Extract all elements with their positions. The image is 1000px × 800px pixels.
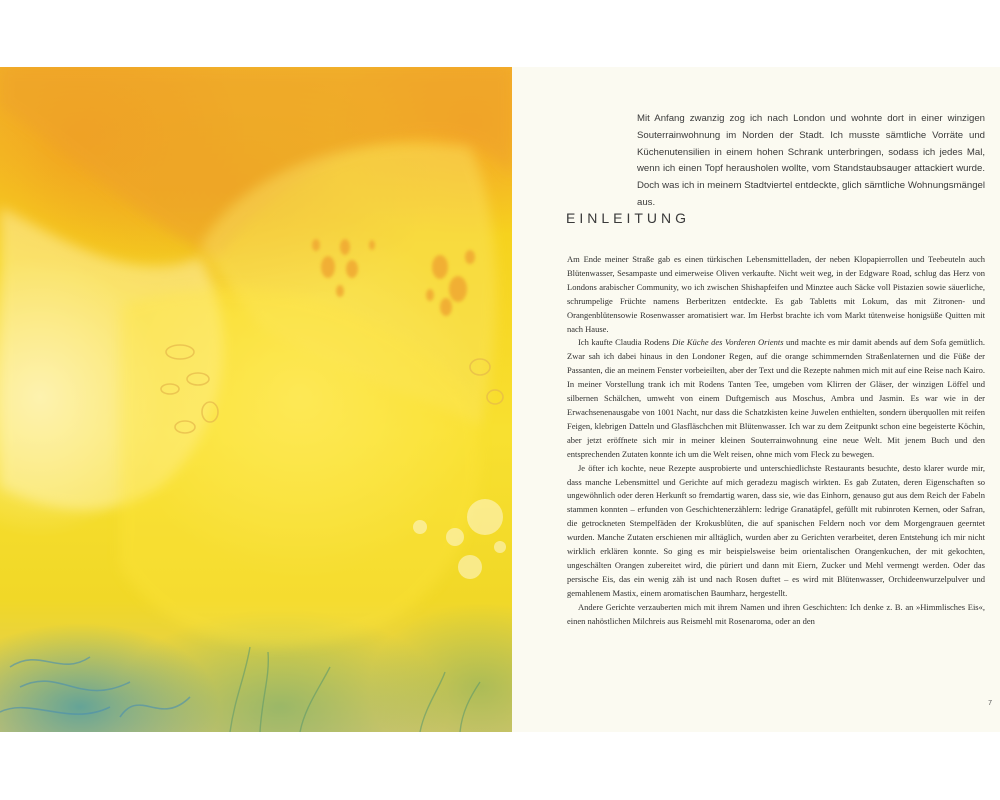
body-paragraph: Je öfter ich kochte, neue Rezepte ausprobierte und unterschiedlichste Restaurants besuchte, desto klarer wurde mir, dass manche Lebensmittel und Gerichte auf mich geradezu magisch wirkten. Es gab Zutaten, deren Eigenschaften so ungewöhnlich oder deren Herkunft so fremdartig waren, dass sie, wie das Einhorn, genauso gut aus dem Reich der Fabeln stammen konnten – erfunden von Geschichtenerzählern: ledrige Granatäpfel, gefüllt mit rubinroten Kernen, oder Safran, die getrockneten Stempelfäden der Krokusblüten, die auf spanischen Feldern noch vor dem Morgengrauen geerntet wurden. Manche Zutaten erschienen mir alltäglich, wurden aber zu Gerichten verarbeitet, deren Entstehung ich mir nicht wirklich erklären konnte. So ging es mir beispielsweise beim orientalischen Orangenkuchen, der mit gekochten, ungeschälten Orangen zubereitet wird, die püriert und dann mit Eiern, Zucker und Mehl vermengt werden. Oder das persische Eis, das ein wenig zäh ist und nach Rosen duftet – es wird mit Blütenwasser, Orchideenwurzelpulver und gemahlenem Mastix, einem aromatischen Baumharz, hergestellt. [567,462,985,598]
body-paragraph: Andere Gerichte verzauberten mich mit ihrem Namen und ihren Geschichten: Ich denke z. B. an »Himmlisches Eis«, einen nahöstlichen Milchreis aus Reismehl mit Rosenaroma, oder an den [567,601,985,626]
paragraph-text: und machte es mir damit abends auf dem Sofa gemütlich. Zwar sah ich dabei hinaus in den Londoner Regen, auf die orange schimmernden Straßenlaternen und die Füße der Passanten, die an meinem Fenster vorbeieilten, aber der Text und die Rezepte nahmen mich mit auf eine Reise nach Kairo. In meiner Vorstellung trank ich mit Rodens Tanten Tee, umgeben vom Klirren der Gläser, der winzigen Löffel und silbernen Schälchen, umweht von einem Duftgemisch aus Moschus, Ambra und Jasmin. Es war wie in der Erwachsenenausgabe von 1001 Nacht, nur dass die Schatzkisten keine Juwelen enthielten, sondern überquollen mit reifen Feigen, klebrigen Datteln und Glasfläschchen mit Blütenwasser. Ich war zu dem Zeitpunkt schon eine begeisterte Köchin, aber jetzt eröffnete sich mir in meiner kleinen Souterrainwohnung eine neue Welt. Mit jenem Buch und den entsprechenden Zutaten konnte ich um die Welt reisen, ohne mich vom Fleck zu bewegen. [567,337,985,459]
watercolor-illustration [0,67,512,732]
book-spread [0,67,1000,732]
body-paragraph [567,336,985,461]
intro-paragraph: Mit Anfang zwanzig zog ich nach London und wohnte dort in einer winzigen Souterrainwohnung im Norden der Stadt. Ich musste sämtliche Vorräte und Küchenutensilien in einem hohen Schrank unterbringen, sodass ich jedes Mal, wenn ich einen Topf herausholen wollte, vom Standstaubsauger attackiert wurde. Doch was ich in meinem Stadtviertel entdeckte, glich sämtliche Wohnungsmängel aus. [637,113,985,208]
body-paragraph: Am Ende meiner Straße gab es einen türkischen Lebensmittelladen, der neben Klopapierrollen und Teebeuteln auch Blütenwasser, Sesampaste und eimerweise Oliven verkaufte. Nicht weit weg, in der Edgware Road, schlug das Herz von Londons arabischer Community, wo ich zwischen Shishapfeifen und Minztee auch Säcke voll Pistazien sowie säuerliche, schrumpelige Früchte namens Berberitzen entdeckte. Es gab Tabletts mit Lokum, das mit Zitronen- und Orangenblütensowie Rosenwasser aromatisiert war. Im Herbst brachte ich vom Markt tütenweise honigsüße Quitten mit nach Hause. [567,254,985,334]
section-heading: EINLEITUNG [566,210,691,226]
paragraph-text: Ich kaufte Claudia Rodens [578,337,673,348]
book-title: Die Küche des Vorderen Orients [672,337,784,348]
text-page [512,67,1000,732]
body-text [567,253,985,628]
painted-shapes [0,67,512,732]
page-number: 7 [988,700,992,707]
